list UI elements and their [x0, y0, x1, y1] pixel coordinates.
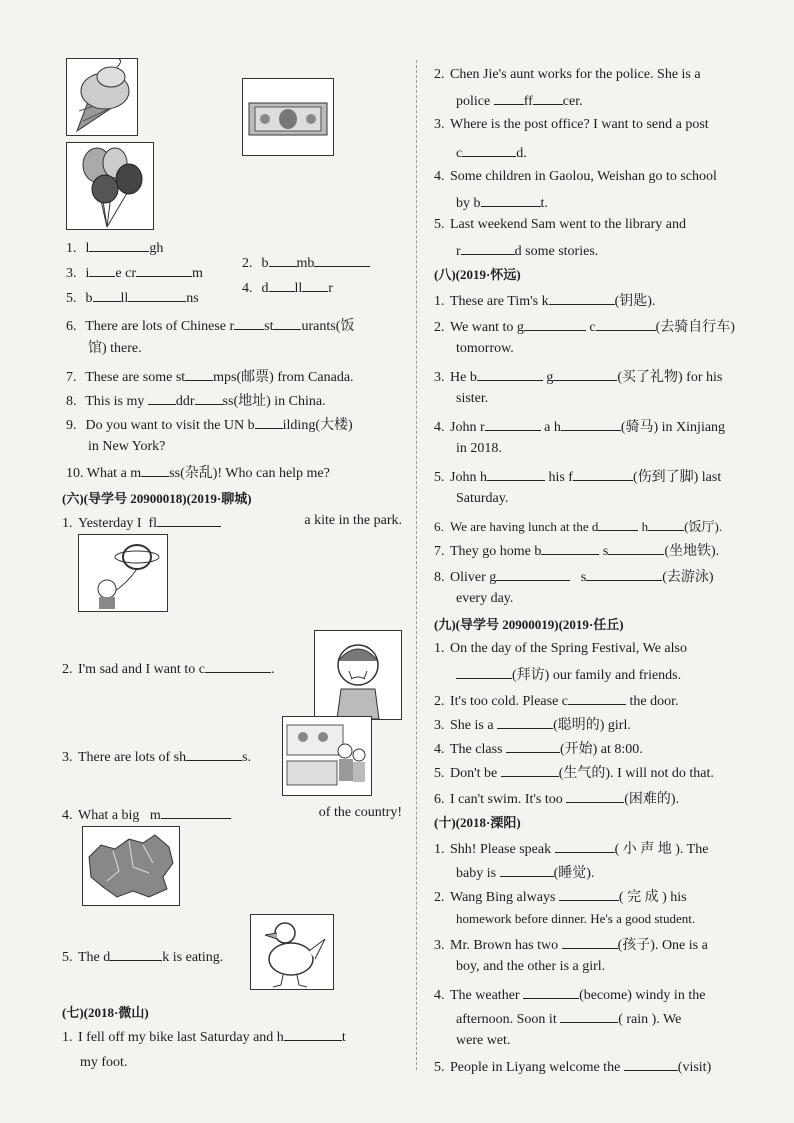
s6-item-2: 2. I'm sad and I want to c . — [62, 658, 274, 679]
q5-item-7: 7. These are some st mps(邮票) from Canada. — [66, 366, 354, 387]
answer-blank[interactable] — [157, 512, 221, 527]
answer-blank[interactable] — [456, 664, 512, 679]
s8-item-3-cont: sister. — [456, 391, 489, 406]
answer-blank[interactable] — [596, 316, 656, 331]
kite-boy-icon — [79, 535, 167, 611]
s8-item-8: 8. Oliver g s (去游泳) — [434, 566, 714, 587]
answer-blank[interactable] — [561, 416, 621, 431]
q5-item-6-cont: 馆) there. — [88, 341, 142, 356]
s8-item-8-cont: every day. — [456, 591, 514, 606]
answer-blank[interactable] — [255, 414, 283, 429]
answer-blank[interactable] — [93, 287, 121, 302]
answer-blank[interactable] — [533, 90, 563, 105]
s8-item-4-cont: in 2018. — [456, 441, 502, 456]
s10-item-1-cont: baby is (睡觉). — [456, 862, 594, 883]
q5-item-4: 4. d ll r — [242, 277, 333, 298]
q5-item-6: 6. There are lots of Chinese r st urants(饭 — [66, 315, 354, 336]
s6-item-3: 3. There are lots of sh s. — [62, 746, 251, 767]
answer-blank[interactable] — [549, 290, 615, 305]
answer-blank[interactable] — [136, 262, 192, 277]
map-image — [82, 826, 180, 906]
answer-blank[interactable] — [555, 838, 615, 853]
s10-item-2-cont: homework before dinner. He's a good student. — [456, 911, 696, 926]
answer-blank[interactable] — [566, 788, 624, 803]
answer-blank[interactable] — [560, 1008, 618, 1023]
answer-blank[interactable] — [586, 566, 662, 581]
answer-blank[interactable] — [559, 886, 619, 901]
s6-item-1: 1. Yesterday I fl a kite in the park. — [62, 513, 402, 531]
duck-image — [250, 914, 334, 990]
answer-blank[interactable] — [461, 240, 515, 255]
s8-item-2-cont: tomorrow. — [456, 341, 514, 356]
q5-item-1: 1. l gh — [66, 237, 163, 258]
dollar-bill-icon — [243, 79, 333, 155]
answer-blank[interactable] — [195, 390, 223, 405]
s10-item-3: 3. Mr. Brown has two (孩子). One is a — [434, 934, 708, 955]
q5-item-8: 8. This is my ddr ss(地址) in China. — [66, 390, 326, 411]
s10-item-5: 5. People in Liyang welcome the (visit) — [434, 1056, 711, 1077]
answer-blank[interactable] — [523, 984, 579, 999]
s8-item-5: 5. John h his f (伤到了脚) last — [434, 466, 721, 487]
section-8-heading: (八)(2019·怀远) — [434, 267, 521, 282]
answer-blank[interactable] — [562, 934, 618, 949]
answer-blank[interactable] — [284, 1026, 342, 1041]
s8-item-3: 3. He b g (买了礼物) for his — [434, 366, 722, 387]
sad-girl-image — [314, 630, 402, 720]
s10-item-3-cont: boy, and the other is a girl. — [456, 959, 606, 974]
kite-image — [78, 534, 168, 612]
answer-blank[interactable] — [506, 738, 560, 753]
s9-item-4: 4. The class (开始) at 8:00. — [434, 738, 643, 759]
s6-item-5: 5. The d k is eating. — [62, 946, 223, 967]
s7-item-1: 1. I fell off my bike last Saturday and h t — [62, 1026, 346, 1047]
section-6-heading: (六)(导学号 20900018)(2019·聊城) — [62, 491, 252, 506]
answer-blank[interactable] — [477, 366, 543, 381]
s8-item-4: 4. John r a h (骑马) in Xinjiang — [434, 416, 725, 437]
r-top-2: 2. Chen Jie's aunt works for the police. She is a — [434, 67, 701, 82]
r-top-5: 5. Last weekend Sam went to the library and — [434, 217, 686, 232]
s9-item-6: 6. I can't swim. It's too (困难的). — [434, 788, 679, 809]
q5-item-5: 5. b ll ns — [66, 287, 199, 308]
s6-item-4: 4. What a big m of the country! — [62, 805, 402, 823]
section-7-heading: (七)(2018·微山) — [62, 1005, 149, 1020]
answer-blank[interactable] — [494, 90, 524, 105]
answer-blank[interactable] — [648, 516, 684, 531]
r-top-4-cont: by b t. — [456, 192, 548, 213]
answer-blank[interactable] — [608, 540, 664, 555]
answer-blank[interactable] — [624, 1056, 678, 1071]
answer-blank[interactable] — [273, 315, 301, 330]
duck-icon — [251, 915, 333, 989]
s10-item-4-cont: afternoon. Soon it ( rain ). We — [456, 1008, 681, 1029]
answer-blank[interactable] — [186, 746, 242, 761]
s9-item-5: 5. Don't be (生气的). I will not do that. — [434, 762, 714, 783]
answer-blank[interactable] — [161, 804, 231, 819]
shoe-shop-image — [282, 716, 372, 796]
answer-blank[interactable] — [185, 366, 213, 381]
s9-item-1-cont: (拜访) our family and friends. — [456, 664, 681, 685]
s7-item-1-cont: my foot. — [80, 1055, 128, 1070]
column-divider — [416, 60, 417, 1070]
answer-blank[interactable] — [481, 192, 541, 207]
answer-blank[interactable] — [487, 466, 545, 481]
s8-item-6: 6. We are having lunch at the d h (饭厅). — [434, 516, 722, 536]
s8-item-2: 2. We want to g c (去骑自行车) — [434, 316, 735, 337]
s10-item-4: 4. The weather (become) windy in the — [434, 984, 705, 1005]
answer-blank[interactable] — [89, 262, 115, 277]
q5-item-9: 9. Do you want to visit the UN b ilding(大楼) — [66, 414, 353, 435]
s10-item-4-cont2: were wet. — [456, 1033, 511, 1048]
q5-item-9-cont: in New York? — [88, 439, 166, 454]
balloons-icon — [67, 143, 153, 229]
answer-blank[interactable] — [501, 762, 559, 777]
answer-blank[interactable] — [89, 237, 149, 252]
answer-blank[interactable] — [234, 315, 264, 330]
answer-blank[interactable] — [598, 516, 638, 531]
s8-item-5-cont: Saturday. — [456, 491, 509, 506]
answer-blank[interactable] — [141, 462, 169, 477]
answer-blank[interactable] — [485, 416, 541, 431]
answer-blank[interactable] — [314, 252, 370, 267]
ice-cream-image — [66, 58, 138, 136]
s10-item-2: 2. Wang Bing always ( 完 成 ) his — [434, 886, 687, 907]
s8-item-7: 7. They go home b s (坐地铁). — [434, 540, 719, 561]
r-top-3-cont: c d. — [456, 142, 527, 163]
s10-item-1: 1. Shh! Please speak ( 小 声 地 ). The — [434, 838, 708, 859]
answer-blank[interactable] — [269, 277, 295, 292]
dollar-bill-image — [242, 78, 334, 156]
answer-blank[interactable] — [573, 466, 633, 481]
answer-blank[interactable] — [462, 142, 516, 157]
answer-blank[interactable] — [524, 316, 586, 331]
section-9-heading: (九)(导学号 20900019)(2019·任丘) — [434, 617, 624, 632]
r-top-3: 3. Where is the post office? I want to send a post — [434, 117, 709, 132]
answer-blank[interactable] — [302, 277, 328, 292]
s9-item-1: 1. On the day of the Spring Festival, We also — [434, 641, 687, 656]
answer-blank[interactable] — [496, 566, 570, 581]
answer-blank[interactable] — [541, 540, 599, 555]
answer-blank[interactable] — [553, 366, 617, 381]
answer-blank[interactable] — [497, 714, 553, 729]
answer-blank[interactable] — [500, 862, 554, 877]
s9-item-3: 3. She is a (聪明的) girl. — [434, 714, 631, 735]
answer-blank[interactable] — [128, 287, 186, 302]
answer-blank[interactable] — [110, 946, 162, 961]
r-top-4: 4. Some children in Gaolou, Weishan go to school — [434, 169, 717, 184]
answer-blank[interactable] — [205, 658, 271, 673]
answer-blank[interactable] — [148, 390, 176, 405]
shop-scene-icon — [283, 717, 371, 795]
q5-item-3: 3. i e cr m — [66, 262, 203, 283]
answer-blank[interactable] — [568, 690, 626, 705]
crying-girl-icon — [315, 631, 401, 719]
s8-item-1: 1. These are Tim's k (钥匙). — [434, 290, 655, 311]
r-top-2-cont: police ff cer. — [456, 90, 583, 111]
r-top-5-cont: r d some stories. — [456, 240, 598, 261]
q5-item-10: 10. What a m ss(杂乱)! Who can help me? — [66, 462, 330, 483]
answer-blank[interactable] — [269, 252, 297, 267]
ice-cream-icon — [67, 59, 137, 135]
balloons-image — [66, 142, 154, 230]
section-10-heading: (十)(2018·溧阳) — [434, 815, 521, 830]
country-map-icon — [83, 827, 179, 905]
q5-item-2: 2. b mb — [242, 252, 370, 273]
s9-item-2: 2. It's too cold. Please c the door. — [434, 690, 679, 711]
